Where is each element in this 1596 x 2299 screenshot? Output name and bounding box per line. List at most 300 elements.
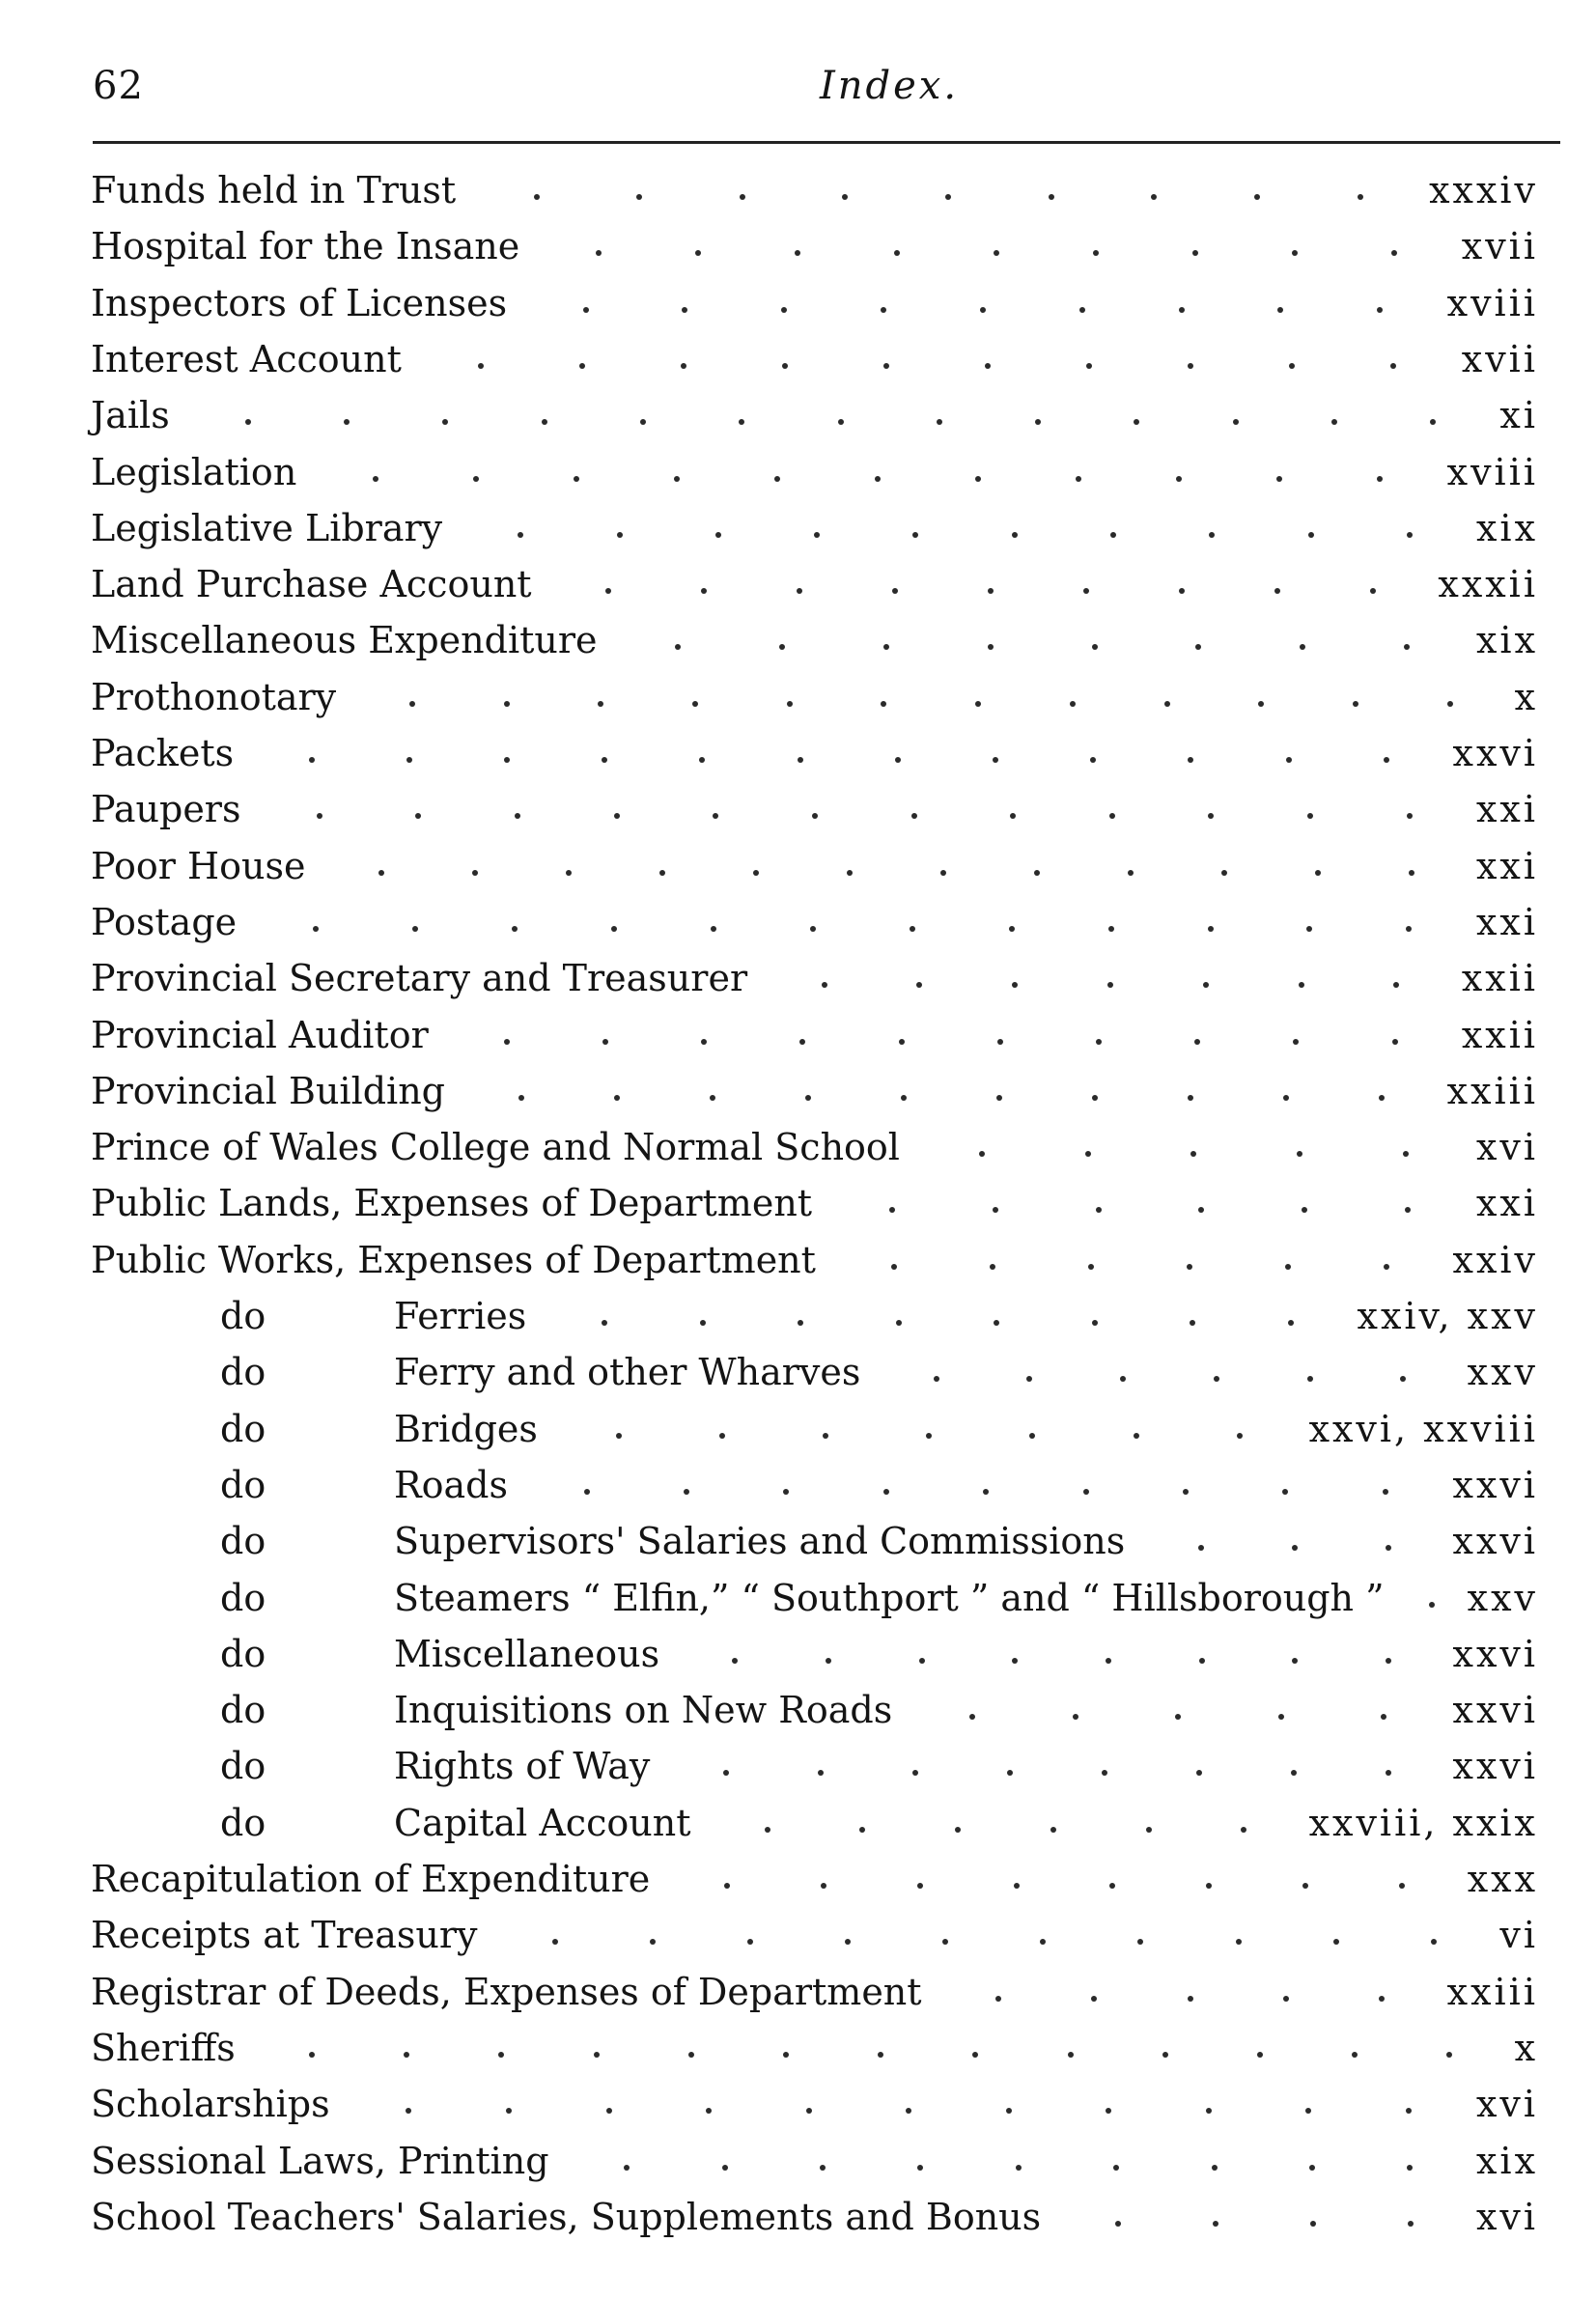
leader-dot <box>1286 757 1292 763</box>
leader-dot <box>739 419 744 425</box>
leader-dot <box>1274 588 1280 594</box>
leader-dot <box>881 307 886 313</box>
leader-dot <box>814 532 820 538</box>
leader-dot <box>1092 644 1098 650</box>
index-entry <box>91 335 1538 383</box>
leader-dot <box>945 194 951 200</box>
leader-dot <box>1109 813 1115 819</box>
entry-title: Roads <box>394 1463 508 1506</box>
index-entry <box>91 2137 1538 2185</box>
leader-dots <box>841 1179 1459 1227</box>
leader-dot <box>682 307 687 313</box>
ditto-mark: do <box>220 1801 266 1844</box>
entry-pages: xxii <box>1461 957 1538 1000</box>
leader-dot <box>1377 307 1383 313</box>
leader-dot <box>919 1658 925 1664</box>
entry-title: Prince of Wales College and Normal School <box>91 1126 900 1169</box>
leader-dot <box>1237 1433 1243 1439</box>
leader-dot <box>1403 1151 1409 1157</box>
entry-pages: xix <box>1475 506 1538 549</box>
leader-dot <box>1431 1939 1437 1945</box>
leader-dot <box>1221 870 1227 876</box>
leader-dot <box>1198 1545 1204 1551</box>
leader-dot <box>1254 194 1260 200</box>
leader-dot <box>1381 1714 1386 1720</box>
leader-dot <box>1206 2108 1212 2114</box>
leader-dot <box>1120 1376 1126 1382</box>
leader-dot <box>1146 1827 1152 1833</box>
index-entry <box>91 1123 1538 1171</box>
leader-dots <box>265 2024 1498 2072</box>
leader-dot <box>910 926 915 932</box>
index-entry <box>91 616 1538 664</box>
leader-dot <box>598 701 603 707</box>
leader-dots <box>365 673 1497 721</box>
leader-dot <box>1108 926 1114 932</box>
leader-dot <box>1070 701 1076 707</box>
leader-dot <box>990 1264 995 1270</box>
index-entry <box>91 1236 1538 1284</box>
leader-dot <box>1068 2052 1074 2058</box>
leader-dot <box>584 1489 590 1495</box>
leader-dot <box>1092 1320 1098 1326</box>
leader-dot <box>799 1039 805 1045</box>
leader-dot <box>542 419 547 425</box>
leader-dot <box>504 701 510 707</box>
index-subentry <box>220 1461 1538 1509</box>
leader-dot <box>993 757 998 763</box>
leader-dots <box>263 729 1435 777</box>
leader-dot <box>1188 757 1193 763</box>
leader-dot <box>1404 644 1410 650</box>
entry-pages: xviii <box>1446 281 1538 324</box>
leader-dot <box>1406 2108 1412 2114</box>
leader-dot <box>1292 250 1298 256</box>
leader-dot <box>1393 982 1399 988</box>
leader-dot <box>901 1095 907 1101</box>
leader-dot <box>1392 1039 1398 1045</box>
leader-dots <box>536 279 1430 327</box>
leader-dot <box>1386 1658 1391 1664</box>
entry-title: Land Purchase Account <box>91 563 532 606</box>
leader-dot <box>1307 813 1313 819</box>
leader-dot <box>1134 1433 1139 1439</box>
index-entry <box>91 560 1538 608</box>
leader-dot <box>881 701 886 707</box>
leader-dot <box>674 476 680 482</box>
ditto-mark: do <box>220 1463 266 1506</box>
leader-dot <box>1010 813 1016 819</box>
leader-dot <box>1188 1095 1193 1101</box>
entry-title: Poor House <box>91 844 306 887</box>
leader-dot <box>611 926 617 932</box>
entry-pages: xxi <box>1475 900 1538 943</box>
leader-dot <box>473 476 479 482</box>
leader-dot <box>1377 476 1383 482</box>
entry-pages: xvii <box>1461 337 1538 380</box>
leader-dot <box>1194 1039 1200 1045</box>
leader-dot <box>1012 532 1018 538</box>
leader-dot <box>692 701 698 707</box>
leader-dot <box>812 813 818 819</box>
leader-dot <box>583 307 589 313</box>
leader-dot <box>1306 926 1312 932</box>
ditto-mark: do <box>220 1632 266 1675</box>
leader-dot <box>1383 1489 1388 1495</box>
leader-dot <box>1310 2221 1316 2227</box>
leader-dot <box>1006 2108 1012 2114</box>
leader-dot <box>695 250 701 256</box>
leader-dot <box>994 1320 999 1326</box>
leader-dots <box>627 616 1459 664</box>
leader-dot <box>1386 1545 1391 1551</box>
leader-dot <box>883 363 889 369</box>
leader-dot <box>955 1827 961 1833</box>
leader-dot <box>1090 757 1096 763</box>
entry-pages: x <box>1514 675 1538 718</box>
leader-dot <box>412 926 418 932</box>
leader-dot <box>883 644 889 650</box>
leader-dot <box>912 1770 918 1776</box>
entry-pages: xxvi <box>1452 732 1538 774</box>
leader-dot <box>1446 2052 1452 2058</box>
leader-dot <box>779 644 785 650</box>
leader-dot <box>616 1433 622 1439</box>
leader-dot <box>1188 363 1193 369</box>
leader-dot <box>940 870 946 876</box>
leader-dot <box>1040 1939 1046 1945</box>
entry-pages: xxi <box>1475 788 1538 831</box>
leader-dot <box>1407 813 1413 819</box>
entry-title: Ferry and other Wharves <box>394 1351 861 1394</box>
ditto-mark: do <box>220 1295 266 1337</box>
entry-title: Provincial Auditor <box>91 1013 429 1056</box>
leader-dot <box>842 194 848 200</box>
leader-dot <box>1195 644 1201 650</box>
entry-pages: xxiv, xxv <box>1357 1295 1538 1337</box>
leader-dot <box>937 419 942 425</box>
leader-dot <box>997 1039 1003 1045</box>
leader-dot <box>732 1658 738 1664</box>
leader-dot <box>783 1489 789 1495</box>
leader-dot <box>713 813 718 819</box>
leader-dot <box>624 2165 630 2171</box>
leader-dots <box>889 1348 1449 1396</box>
ditto-mark: do <box>220 1689 266 1732</box>
leader-dot <box>912 532 918 538</box>
leader-dot <box>891 1264 897 1270</box>
index-entry <box>91 1968 1538 2016</box>
leader-dot <box>506 2108 512 2114</box>
entry-pages: xvi <box>1475 1126 1538 1169</box>
leader-dot <box>899 1039 905 1045</box>
entry-pages: xxii <box>1461 1013 1538 1056</box>
leader-dot <box>1190 1151 1196 1157</box>
leader-dot <box>1409 870 1414 876</box>
leader-dot <box>498 2052 504 2058</box>
leader-dot <box>985 363 991 369</box>
leader-dot <box>1214 1376 1219 1382</box>
leader-dot <box>847 870 853 876</box>
leader-dot <box>1085 1151 1091 1157</box>
leader-dots <box>458 1011 1444 1059</box>
leader-dot <box>518 1095 524 1101</box>
index-entry <box>91 222 1538 270</box>
leader-dots <box>776 954 1444 1002</box>
leader-dot <box>972 2052 978 2058</box>
index-subentry <box>220 1686 1538 1734</box>
leader-dots <box>688 1630 1435 1678</box>
page-number: 62 <box>93 64 144 108</box>
leader-dot <box>823 1433 828 1439</box>
leader-dot <box>988 588 994 594</box>
leader-dot <box>1302 1883 1308 1889</box>
leader-dot <box>472 870 478 876</box>
leader-dot <box>747 1939 753 1945</box>
leader-dot <box>512 926 518 932</box>
leader-dot <box>795 250 800 256</box>
ditto-mark: do <box>220 1407 266 1450</box>
leader-dot <box>1110 532 1116 538</box>
leader-dots <box>921 1686 1435 1734</box>
index-subentry <box>220 1574 1538 1622</box>
leader-dot <box>617 532 623 538</box>
leader-dot <box>701 588 707 594</box>
index-entry <box>91 279 1538 327</box>
entry-pages: xxvi <box>1452 1463 1538 1506</box>
leader-dot <box>969 1714 975 1720</box>
leader-dot <box>1399 1883 1405 1889</box>
leader-dot <box>1258 701 1264 707</box>
leader-dot <box>1305 2108 1311 2114</box>
leader-dot <box>1014 1883 1020 1889</box>
leader-dot <box>916 982 922 988</box>
index-subentry <box>220 1292 1538 1340</box>
leader-dots <box>266 898 1459 946</box>
leader-dot <box>988 644 994 650</box>
leader-dot <box>826 1658 831 1664</box>
leader-dot <box>892 588 898 594</box>
index-entry <box>91 504 1538 552</box>
leader-dot <box>838 419 844 425</box>
entry-pages: xxviii, xxix <box>1308 1801 1538 1844</box>
leader-dot <box>1151 194 1157 200</box>
entry-pages: xxx <box>1467 1858 1538 1900</box>
entry-pages: xxvi <box>1452 1745 1538 1788</box>
leader-dot <box>701 1039 707 1045</box>
leader-dot <box>1073 1714 1078 1720</box>
index-entry <box>91 1179 1538 1227</box>
leader-dot <box>818 1770 824 1776</box>
leader-dot <box>1164 701 1170 707</box>
leader-dot <box>1288 1320 1294 1326</box>
leader-dot <box>979 1151 985 1157</box>
running-title: Index. <box>819 64 960 108</box>
entry-pages: xvi <box>1475 2083 1538 2126</box>
leader-dot <box>442 419 448 425</box>
leader-dot <box>781 307 787 313</box>
leader-dot <box>406 2108 411 2114</box>
leader-dot <box>1076 476 1081 482</box>
entry-title: Registrar of Deeds, Expenses of Department <box>91 1970 922 2013</box>
leader-dot <box>373 476 378 482</box>
index-entry <box>91 2024 1538 2072</box>
leader-dot <box>1083 1489 1089 1495</box>
entry-title: Interest Account <box>91 337 402 380</box>
leader-dot <box>309 757 315 763</box>
leader-dot <box>688 2052 694 2058</box>
leader-dot <box>740 194 745 200</box>
leader-dot <box>797 588 802 594</box>
leader-dot <box>1406 926 1412 932</box>
leader-dot <box>1106 2108 1111 2114</box>
leader-dot <box>1128 870 1134 876</box>
leader-dot <box>996 1095 1002 1101</box>
leader-dot <box>723 1770 729 1776</box>
leader-dot <box>719 1433 725 1439</box>
leader-dot <box>1179 307 1185 313</box>
leader-dot <box>1302 1207 1307 1213</box>
index-subentry <box>220 1517 1538 1565</box>
leader-dot <box>1292 1658 1298 1664</box>
leader-dot <box>518 532 523 538</box>
leader-dot <box>810 926 816 932</box>
ditto-mark: do <box>220 1576 266 1619</box>
leader-dot <box>1405 1207 1411 1213</box>
index-entry <box>91 1911 1538 1959</box>
leader-dot <box>1012 982 1018 988</box>
entry-title: Provincial Secretary and Treasurer <box>91 957 748 1000</box>
entry-pages: xxiv <box>1452 1238 1538 1281</box>
leader-dot <box>787 701 793 707</box>
index-entry <box>91 954 1538 1002</box>
leader-dot <box>1283 1996 1289 2002</box>
leader-dot <box>1297 1151 1302 1157</box>
index-entry <box>91 2193 1538 2241</box>
entry-pages: xxv <box>1467 1576 1538 1619</box>
entry-pages: xxvi <box>1452 1689 1538 1732</box>
leader-dot <box>1198 1207 1204 1213</box>
leader-dot <box>911 813 917 819</box>
leader-dot <box>1282 1489 1288 1495</box>
leader-dot <box>821 1883 826 1889</box>
leader-dot <box>1379 1996 1385 2002</box>
entry-pages: xvi <box>1475 2195 1538 2238</box>
index-entry <box>91 842 1538 890</box>
leader-dot <box>895 757 901 763</box>
index-subentry <box>220 1799 1538 1847</box>
entry-title: Receipts at Treasury <box>91 1914 478 1957</box>
entry-title: Sessional Laws, Printing <box>91 2139 549 2182</box>
leader-dots <box>679 1742 1435 1790</box>
leader-dot <box>1106 1658 1111 1664</box>
leader-dot <box>1035 419 1041 425</box>
leader-dots <box>537 1461 1436 1509</box>
entry-pages: x <box>1514 2026 1538 2069</box>
leader-dot <box>878 2052 883 2058</box>
leader-dot <box>1370 588 1376 594</box>
leader-dot <box>822 982 827 988</box>
leader-dot <box>782 363 788 369</box>
leader-dot <box>1029 1433 1035 1439</box>
entry-pages: xix <box>1475 2139 1538 2182</box>
entry-title: Public Works, Expenses of Department <box>91 1238 816 1281</box>
leader-dot <box>1257 2052 1263 2058</box>
leader-dot <box>640 419 646 425</box>
leader-dot <box>1107 982 1113 988</box>
leader-dot <box>993 1207 998 1213</box>
index-entry <box>91 1011 1538 1059</box>
index-entry <box>91 1067 1538 1115</box>
leader-dot <box>1134 419 1139 425</box>
leader-dot <box>706 2108 712 2114</box>
leader-dot <box>883 1489 889 1495</box>
leader-dot <box>579 363 585 369</box>
entry-title: Jails <box>91 394 170 437</box>
index-subentry <box>220 1742 1538 1790</box>
leader-dot <box>710 1095 715 1101</box>
leader-dot <box>894 250 900 256</box>
leader-dot <box>942 1939 948 1945</box>
leader-dot <box>1236 1939 1242 1945</box>
leader-dot <box>1083 588 1089 594</box>
leader-dot <box>1283 1095 1289 1101</box>
leader-dots <box>506 1911 1482 1959</box>
leader-dots <box>567 1405 1292 1453</box>
entry-title: Legislation <box>91 450 297 493</box>
leader-dots <box>555 1292 1339 1340</box>
index-entry <box>91 898 1538 946</box>
leader-dot <box>675 644 681 650</box>
leader-dot <box>1208 926 1214 932</box>
leader-dot <box>1026 1376 1032 1382</box>
index-subentry <box>220 1630 1538 1678</box>
leader-dot <box>1407 532 1413 538</box>
entry-pages: xxvi <box>1452 1632 1538 1675</box>
index-entry <box>91 2080 1538 2128</box>
leader-dot <box>1091 1996 1097 2002</box>
leader-dot <box>1175 1714 1181 1720</box>
leader-dots <box>431 335 1444 383</box>
leader-dot <box>1447 701 1453 707</box>
leader-dot <box>1384 757 1389 763</box>
leader-dot <box>636 194 642 200</box>
leader-dot <box>1293 1039 1299 1045</box>
leader-dot <box>783 2052 789 2058</box>
leader-dot <box>605 588 611 594</box>
leader-dot <box>711 926 716 932</box>
leader-dot <box>1391 250 1397 256</box>
leader-dot <box>1196 1770 1202 1776</box>
leader-dot <box>906 2108 911 2114</box>
leader-dot <box>975 701 981 707</box>
leader-dot <box>700 1320 706 1326</box>
leader-dot <box>1088 1264 1094 1270</box>
leader-dot <box>1384 1264 1389 1270</box>
leader-dot <box>1007 1770 1013 1776</box>
leader-dots <box>1154 1517 1435 1565</box>
leader-dot <box>1208 813 1214 819</box>
leader-dot <box>1096 1039 1102 1045</box>
leader-dot <box>1315 870 1321 876</box>
leader-dot <box>1358 194 1363 200</box>
leader-dot <box>1206 1883 1212 1889</box>
leader-dots <box>929 1123 1459 1171</box>
entry-title: Legislative Library <box>91 506 443 549</box>
leader-dot <box>1309 2165 1315 2171</box>
leader-dot <box>1352 2052 1358 2058</box>
entry-pages: xvii <box>1461 225 1538 268</box>
